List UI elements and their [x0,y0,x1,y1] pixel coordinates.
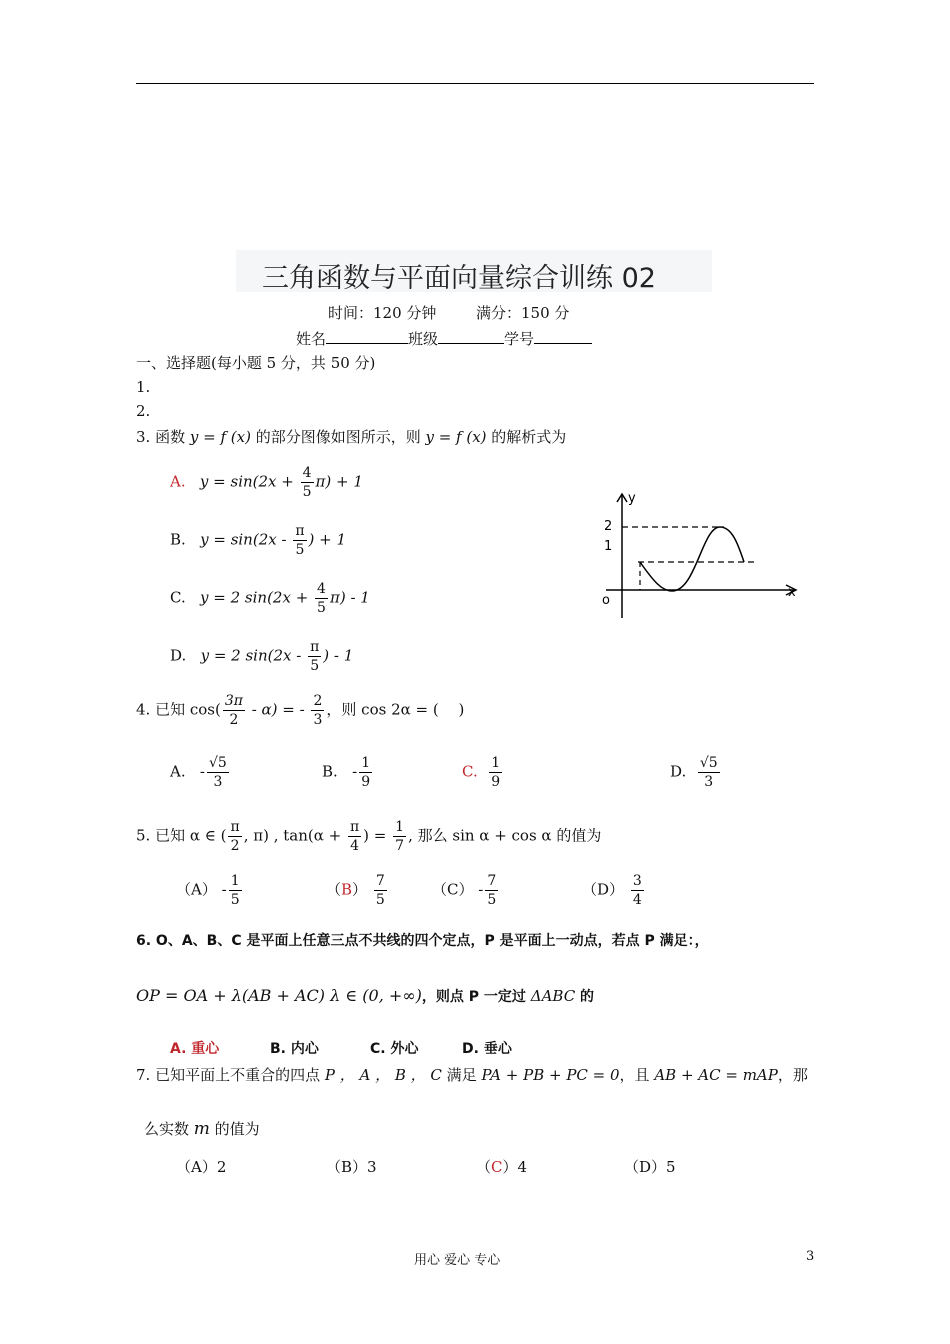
q6-option-d[interactable]: D. 垂心 [462,1041,512,1057]
tick-label-1: 1 [604,539,613,554]
tick-label-2: 2 [604,519,613,534]
q4-option-b[interactable]: B. - $\frac{1}{9}$ [322,755,371,790]
exam-time: 时间：120 分钟 [328,304,437,322]
name-label: 姓名 [296,330,327,348]
q7-option-a[interactable]: （A）2 [176,1158,227,1176]
class-label: 班级 [408,330,439,348]
q3-option-a[interactable]: A. y = sin(2x + $\frac{4}{5}$ π) + 1 [170,465,363,500]
q7-option-d[interactable]: （D）5 [624,1158,676,1176]
q6-option-a[interactable]: A. 重心 [170,1041,220,1057]
question-7-line2: 么实数 m 的值为 [144,1119,260,1139]
q6-option-c[interactable]: C. 外心 [370,1041,419,1057]
q6-option-b[interactable]: B. 内心 [270,1041,319,1057]
q7-option-c[interactable]: （C）4 [476,1158,528,1176]
question-6-formula: OP = OA + λ(AB + AC) λ ∈ (0, +∞)，则点 P 一定过 ΔABC 的 [136,986,595,1005]
section-heading: 一、选择题(每小题 5 分，共 50 分) [136,354,376,372]
q3-option-b[interactable]: B. y = sin(2x - $\frac{\pi}{5}$ ) + 1 [170,523,347,558]
q5-option-c[interactable]: （C） - $\frac{7}{5}$ [432,873,497,908]
page-title: 三角函数与平面向量综合训练 02 [262,263,656,294]
question-1: 1. [136,378,151,396]
y-axis-label: y [628,491,636,506]
q5-option-a[interactable]: （A） - $\frac{1}{5}$ [176,873,240,908]
q5-option-d[interactable]: （D） $\frac{3}{4}$ [582,873,642,908]
exam-score: 满分：150 分 [476,304,570,322]
page-number: 3 [806,1249,815,1264]
footer-slogan: 用心 爱心 专心 [414,1253,501,1268]
q3-function-graph [596,488,808,628]
number-label: 学号 [504,330,535,348]
question-6-stem: 6. O、A、B、C 是平面上任意三点不共线的四个定点，P 是平面上一动点，若点 P 满足：， [136,933,709,949]
q3-option-c[interactable]: C. y = 2 sin(2x + $\frac{4}{5}$ π) - 1 [170,581,370,616]
question-2: 2. [136,402,151,420]
question-5-stem: 5. 已知 α ∈ ( $\frac{\pi}{2}$ , π) , tan(α + $\frac{\pi}{4}$ ) = $\frac{1}{7}$ , 那么 sin α + cos α 的值为 [136,819,602,854]
q5-option-b[interactable]: （B） $\frac{7}{5}$ [326,873,385,908]
q4-option-c[interactable]: C. $\frac{1}{9}$ [462,755,501,790]
class-blank[interactable] [438,329,504,344]
question-4-stem: 4. 已知 cos( $\frac{3\pi}{2}$ - α) = - $\frac{2}{3}$ ，则 cos 2α = ( ) [136,693,465,728]
q4-option-d[interactable]: D. $\frac{√5}{3}$ [670,755,718,790]
q3-option-d[interactable]: D. y = 2 sin(2x - $\frac{\pi}{5}$ ) - 1 [170,639,354,674]
x-axis-label: x [788,585,796,600]
function-curve [640,527,744,591]
name-blank[interactable] [326,329,408,344]
question-7-stem: 7. 已知平面上不重合的四点 P ， A ， B ， C 满足 PA + PB + PC = 0，且 AB + AC = mAP，那 [136,1066,808,1084]
header-rule [136,83,814,84]
question-3-stem: 3. 函数 y = f (x) 的部分图像如图所示，则 y = f (x) 的解析式为 [136,428,567,446]
origin-label: o [602,593,610,608]
q4-option-a[interactable]: A. - $\frac{√5}{3}$ [170,755,227,790]
q7-option-b[interactable]: （B）3 [326,1158,377,1176]
number-blank[interactable] [534,329,592,344]
student-info [296,328,592,349]
